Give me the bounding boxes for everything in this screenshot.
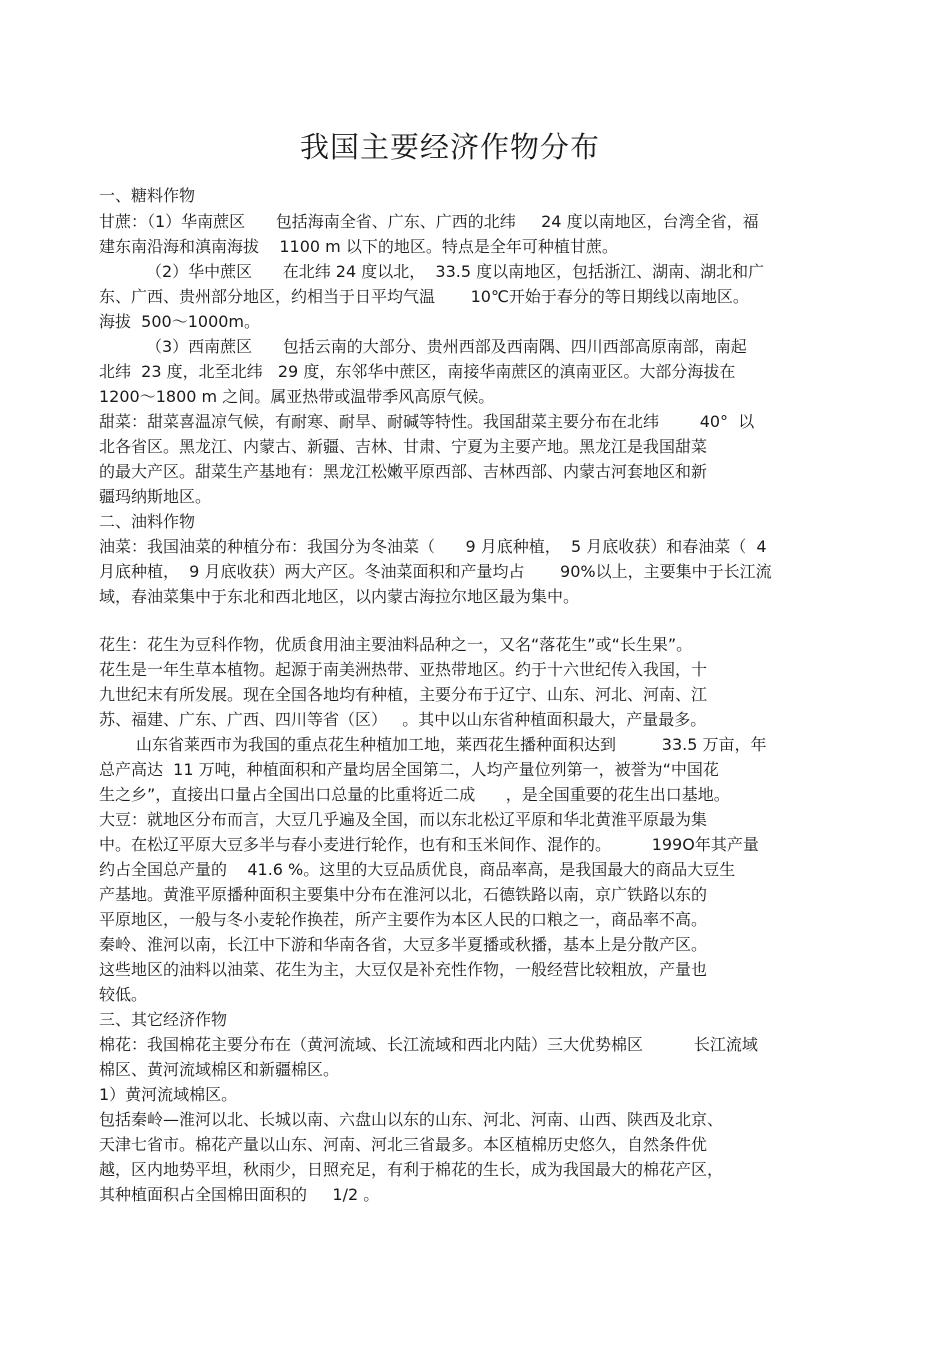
page-title: 我国主要经济作物分布: [299, 130, 600, 164]
section-heading-sugar-crops: 一、糖料作物: [99, 186, 196, 205]
text-line: （2）华中蔗区 在北纬 24 度以北， 33.5 度以南地区，包括浙江、湖南、湖北和广: [146, 262, 765, 281]
text-line: 秦岭、淮河以南，长江中下游和华南各省，大豆多半夏播或秋播，基本上是分散产区。: [99, 935, 708, 954]
text-line: 中。在松辽平原大豆多半与春小麦进行轮作，也有和玉米间作、混作的。 199O年其产量: [99, 835, 759, 854]
text-line: 九世纪末有所发展。现在全国各地均有种植，主要分布于辽宁、山东、河北、河南、江: [99, 685, 708, 704]
text-line: 域，春油菜集中于东北和西北地区，以内蒙古海拉尔地区最为集中。: [99, 587, 580, 606]
text-line: 建东南沿海和滇南海拔 1100 m 以下的地区。特点是全年可种植甘蔗。: [99, 237, 618, 256]
section-heading-other-crops: 三、其它经济作物: [99, 1010, 228, 1029]
text-line: 1200～1800 m 之间。属亚热带或温带季风高原气候。: [99, 387, 495, 406]
subheading-yellow-river-cotton: 1）黄河流域棉区。: [99, 1085, 238, 1104]
text-line: 棉区、黄河流域棉区和新疆棉区。: [99, 1060, 340, 1079]
text-line: 越，区内地势平坦，秋雨少，日照充足，有利于棉花的生长，成为我国最大的棉花产区，: [99, 1160, 724, 1179]
text-line: 较低。: [99, 985, 148, 1004]
text-line: 其种植面积占全国棉田面积的 1/2 。: [99, 1185, 380, 1204]
section-heading-oil-crops: 二、油料作物: [99, 512, 196, 531]
text-line: 生之乡”，直接出口量占全国出口总量的比重将近二成 ，是全国重要的花生出口基地。: [99, 785, 730, 804]
text-line: 平原地区，一般与冬小麦轮作换茬，所产主要作为本区人民的口粮之一，商品率不高。: [99, 910, 708, 929]
text-line: 山东省莱西市为我国的重点花生种植加工地，莱西花生播种面积达到 33.5 万亩，年: [136, 735, 767, 754]
text-line: 产基地。黄淮平原播种面积主要集中分布在淮河以北，石德铁路以南，京广铁路以东的: [99, 885, 708, 904]
text-line: 总产高达 11 万吨，种植面积和产量均居全国第二，人均产量位列第一，被誉为“中国花: [99, 760, 719, 779]
text-line: 天津七省市。棉花产量以山东、河南、河北三省最多。本区植棉历史悠久，自然条件优: [99, 1135, 708, 1154]
text-line: 甜菜：甜菜喜温凉气候，有耐寒、耐旱、耐碱等特性。我国甜菜主要分布在北纬 40° 以: [99, 412, 755, 431]
text-line: 甘蔗：（1）华南蔗区 包括海南全省、广东、广西的北纬 24 度以南地区，台湾全省，福: [99, 212, 759, 231]
text-line: 月底种植， 9 月底收获）两大产区。冬油菜面积和产量均占 90%以上，主要集中于长江流: [99, 562, 772, 581]
text-line: 油菜：我国油菜的种植分布：我国分为冬油菜（ 9 月底种植， 5 月底收获）和春油菜（ 4: [99, 537, 767, 556]
text-line: 棉花：我国棉花主要分布在（黄河流域、长江流域和西北内陆）三大优势棉区 长江流域: [99, 1035, 758, 1054]
text-line: 疆玛纳斯地区。: [99, 487, 212, 506]
text-line: 的最大产区。甜菜生产基地有：黑龙江松嫩平原西部、吉林西部、内蒙古河套地区和新: [99, 462, 708, 481]
text-line: （3）西南蔗区 包括云南的大部分、贵州西部及西南隅、四川西部高原南部，南起: [146, 337, 747, 356]
text-line: 东、广西、贵州部分地区，约相当于日平均气温 10℃开始于春分的等日期线以南地区。: [99, 287, 749, 306]
text-line: 海拔 500～1000m。: [99, 312, 261, 331]
text-line: 苏、福建、广东、广西、四川等省（区） 。其中以山东省种植面积最大，产量最多。: [99, 710, 707, 729]
text-line: 大豆：就地区分布而言，大豆几乎遍及全国，而以东北松辽平原和华北黄淮平原最为集: [99, 810, 708, 829]
text-line: 花生：花生为豆科作物，优质食用油主要油料品种之一，又名“落花生”或“长生果”。: [99, 635, 693, 654]
text-line: 这些地区的油料以油菜、花生为主，大豆仅是补充性作物，一般经营比较粗放，产量也: [99, 960, 708, 979]
text-line: 约占全国总产量的 41.6 %。这里的大豆品质优良，商品率高，是我国最大的商品大豆生: [99, 860, 736, 879]
text-line: 包括秦岭—淮河以北、长城以南、六盘山以东的山东、河北、河南、山西、陕西及北京、: [99, 1110, 724, 1129]
text-line: 花生是一年生草本植物。起源于南美洲热带、亚热带地区。约于十六世纪传入我国，十: [99, 660, 708, 679]
text-line: 北各省区。黑龙江、内蒙古、新疆、吉林、甘肃、宁夏为主要产地。黑龙江是我国甜菜: [99, 437, 708, 456]
text-line: 北纬 23 度，北至北纬 29 度，东邻华中蔗区，南接华南蔗区的滇南亚区。大部分海拔在: [99, 362, 736, 381]
